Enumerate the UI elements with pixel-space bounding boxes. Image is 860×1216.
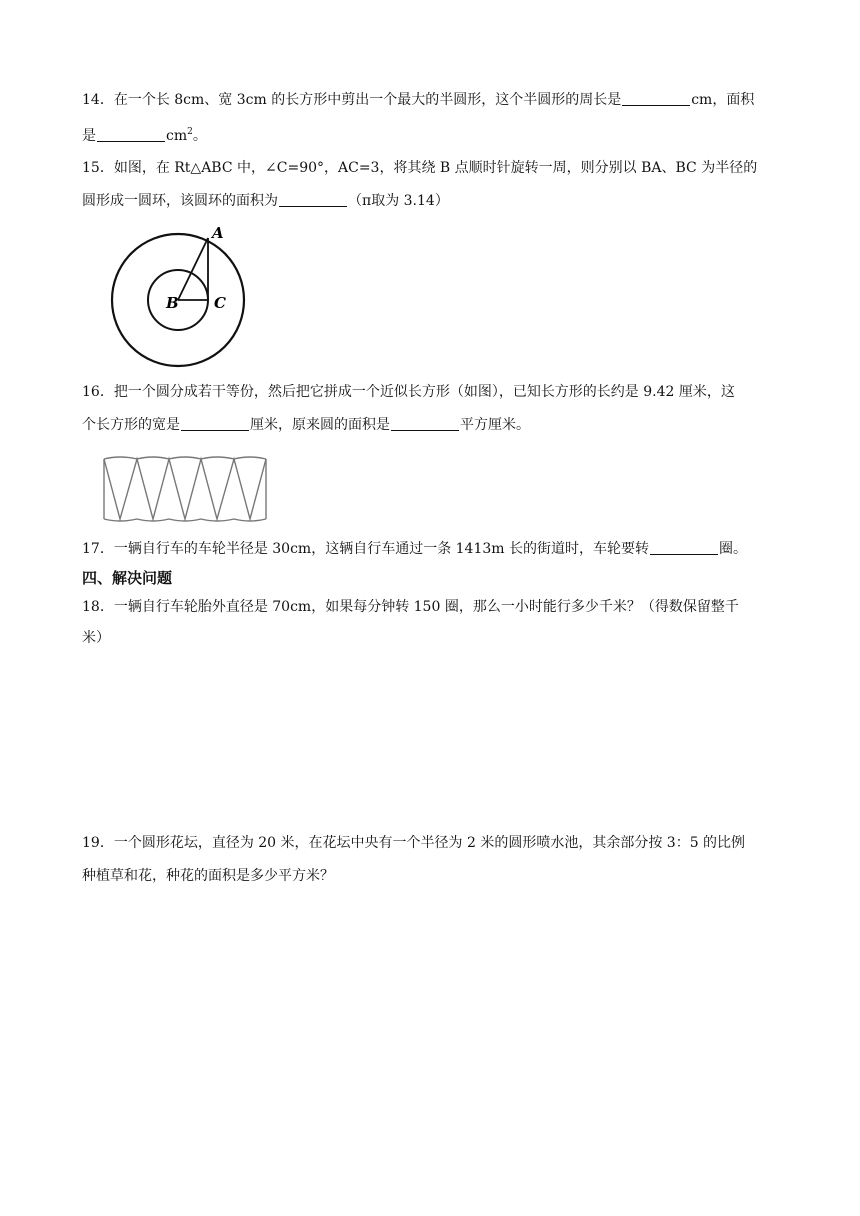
segment-ba xyxy=(178,238,208,300)
q17-line1 xyxy=(82,539,747,559)
q17-text-b: 圈。 xyxy=(719,541,747,557)
q14-blank-area[interactable] xyxy=(97,127,165,142)
q18-line1: 18．一辆自行车轮胎外直径是 70cm，如果每分钟转 150 圈，那么一小时能行多少千米？（得数保留整千 xyxy=(82,599,739,615)
q15-line1: 15．如图，在 Rt△ABC 中，∠C=90°，AC=3，将其绕 B 点顺时针旋转一周，则分别以 BA、BC 为半径的 xyxy=(82,160,758,176)
q15-annulus-figure xyxy=(108,222,252,370)
q19-line1: 19．一个圆形花坛，直径为 20 米，在花坛中央有一个半径为 2 米的圆形喷水池，其余部分按 3：5 的比例 xyxy=(82,835,746,851)
q19-line2: 种植草和花，种花的面积是多少平方米？ xyxy=(82,868,334,884)
sector-zigzag xyxy=(104,459,266,519)
q14-text-e: 。 xyxy=(192,128,207,144)
q16-blank-area[interactable] xyxy=(391,416,459,431)
q16-rectangle-figure xyxy=(100,455,272,525)
q17-blank-turns[interactable] xyxy=(650,540,718,555)
q15-line2 xyxy=(82,191,449,211)
q18-line2: 米） xyxy=(82,630,110,646)
top-arcs xyxy=(104,457,266,459)
q16-line2 xyxy=(82,415,530,435)
q15-text-b: （π取为 3.14） xyxy=(348,193,449,209)
q14-text-a: 14．在一个长 8cm、宽 3cm 的长方形中剪出一个最大的半圆形，这个半圆形的周长是 xyxy=(82,92,622,108)
q16-text-b: 厘米，原来圆的面积是 xyxy=(250,417,390,433)
label-b: B xyxy=(166,294,179,312)
label-a: A xyxy=(212,224,224,242)
q14-text-c: 是 xyxy=(82,128,96,144)
q14-text-d: cm xyxy=(166,128,188,144)
q17-text-a: 17．一辆自行车的车轮半径是 30cm，这辆自行车通过一条 1413m 长的街道时，车轮要转 xyxy=(82,541,649,557)
label-c: C xyxy=(214,294,226,312)
q14-unit-sup: 2 xyxy=(187,127,193,137)
section-heading: 四、解决问题 xyxy=(82,569,173,587)
q16-blank-width[interactable] xyxy=(181,416,249,431)
q15-blank-area[interactable] xyxy=(279,192,347,207)
q14-text-b: cm，面积 xyxy=(691,92,755,108)
q16-text-c: 平方厘米。 xyxy=(460,417,530,433)
q14-line2 xyxy=(82,122,207,146)
q14-line1 xyxy=(82,90,754,110)
q16-line1: 16．把一个圆分成若干等份，然后把它拼成一个近似长方形（如图），已知长方形的长约是 9.42 厘米，这 xyxy=(82,384,735,400)
q14-blank-perimeter[interactable] xyxy=(622,91,690,106)
q15-text-a: 圆形成一圆环，该圆环的面积为 xyxy=(82,193,278,209)
q16-text-a: 个长方形的宽是 xyxy=(82,417,180,433)
